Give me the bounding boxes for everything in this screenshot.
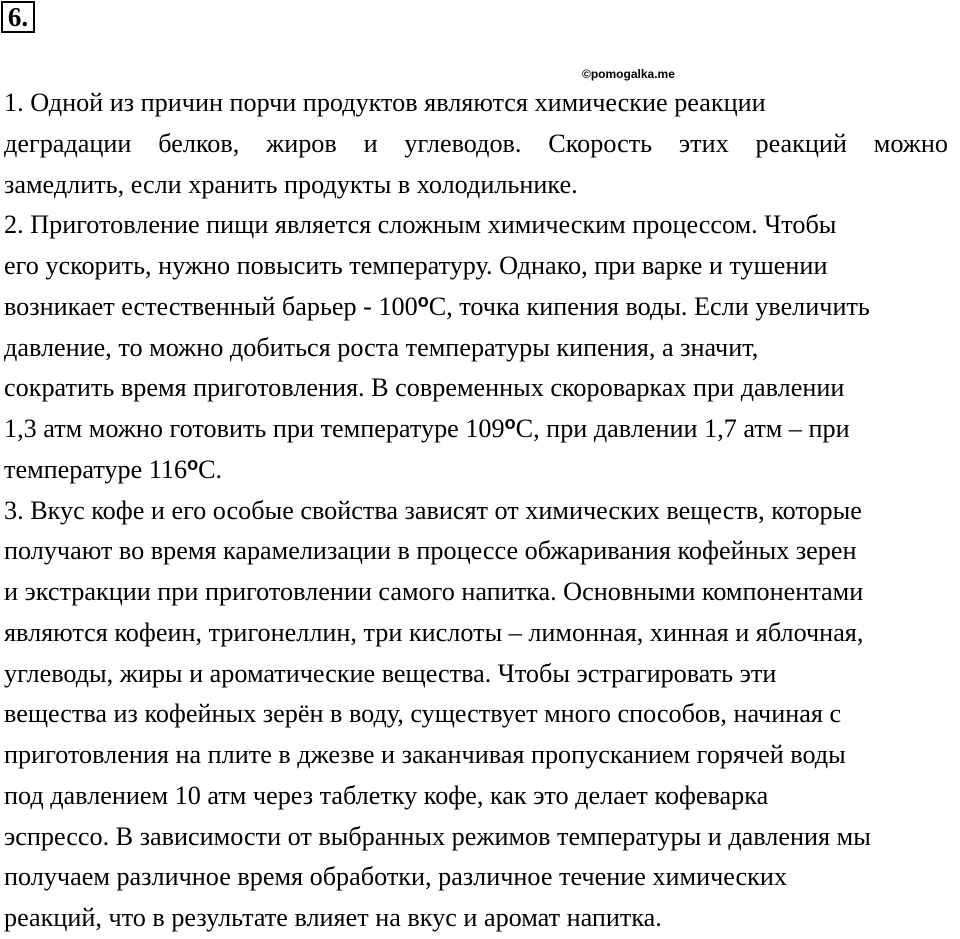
text-line: сократить время приготовления. В современных скороварках при давлении: [4, 373, 845, 403]
text-line: вещества из кофейных зерён в воду, существует много способов, начиная с: [4, 699, 842, 729]
text-line: деградации белков, жиров и углеводов. Скорость этих реакций можно: [4, 128, 948, 158]
degree-symbol: o: [417, 290, 429, 311]
text-line: и экстракции при приготовлении самого напитка. Основными компонентами: [4, 577, 864, 606]
text-fragment: 1,3 атм можно готовить при температуре 109: [4, 414, 505, 443]
text-line: под давлением 10 атм через таблетку кофе, как это делает кофеварка: [4, 780, 769, 810]
text-line: [4, 450, 960, 491]
watermark: ©pomogalka.me: [582, 67, 675, 81]
text-line: замедлить, если хранить продукты в холодильнике.: [4, 169, 578, 199]
text-line: являются кофеин, тригонеллин, три кислоты – лимонная, хинная и яблочная,: [4, 617, 864, 647]
text-line: получаем различное время обработки, различное течение химических: [4, 862, 788, 892]
text-line: 3. Вкус кофе и его особые свойства зависят от химических веществ, которые: [4, 495, 862, 525]
answer-text: [4, 83, 960, 939]
text-line: [4, 409, 960, 450]
text-line: давление, то можно добиться роста температуры кипения, а значит,: [4, 332, 759, 362]
text-line: приготовления на плите в джезве и заканчивая пропусканием горячей воды: [4, 740, 846, 769]
text-line: 2. Приготовление пищи является сложным химическим процессом. Чтобы: [4, 210, 837, 240]
text-fragment: С.: [198, 454, 223, 484]
task-number-box: 6.: [1, 1, 35, 33]
text-fragment: С, при давлении 1,7 атм – при: [515, 414, 850, 443]
text-fragment: возникает естественный барьер - 100: [4, 291, 418, 321]
degree-symbol: o: [187, 453, 199, 474]
text-line: эспрессо. В зависимости от выбранных режимов температуры и давления мы: [4, 821, 871, 851]
text-line: углеводы, жиры и ароматические вещества. Чтобы эстрагировать эти: [4, 658, 777, 688]
degree-symbol: o: [504, 413, 516, 433]
text-line: получают во время карамелизации в процессе обжаривания кофейных зерен: [4, 536, 857, 566]
text-line: [4, 287, 960, 328]
text-fragment: температуре 116: [4, 454, 188, 484]
text-line: 1. Одной из причин порчи продуктов являются химические реакции: [4, 88, 766, 117]
text-fragment: С, точка кипения воды. Если увеличить: [428, 291, 870, 321]
text-line: его ускорить, нужно повысить температуру. Однако, при варке и тушении: [4, 251, 828, 280]
text-line: реакций, что в результате влияет на вкус и аромат напитка.: [4, 903, 662, 932]
